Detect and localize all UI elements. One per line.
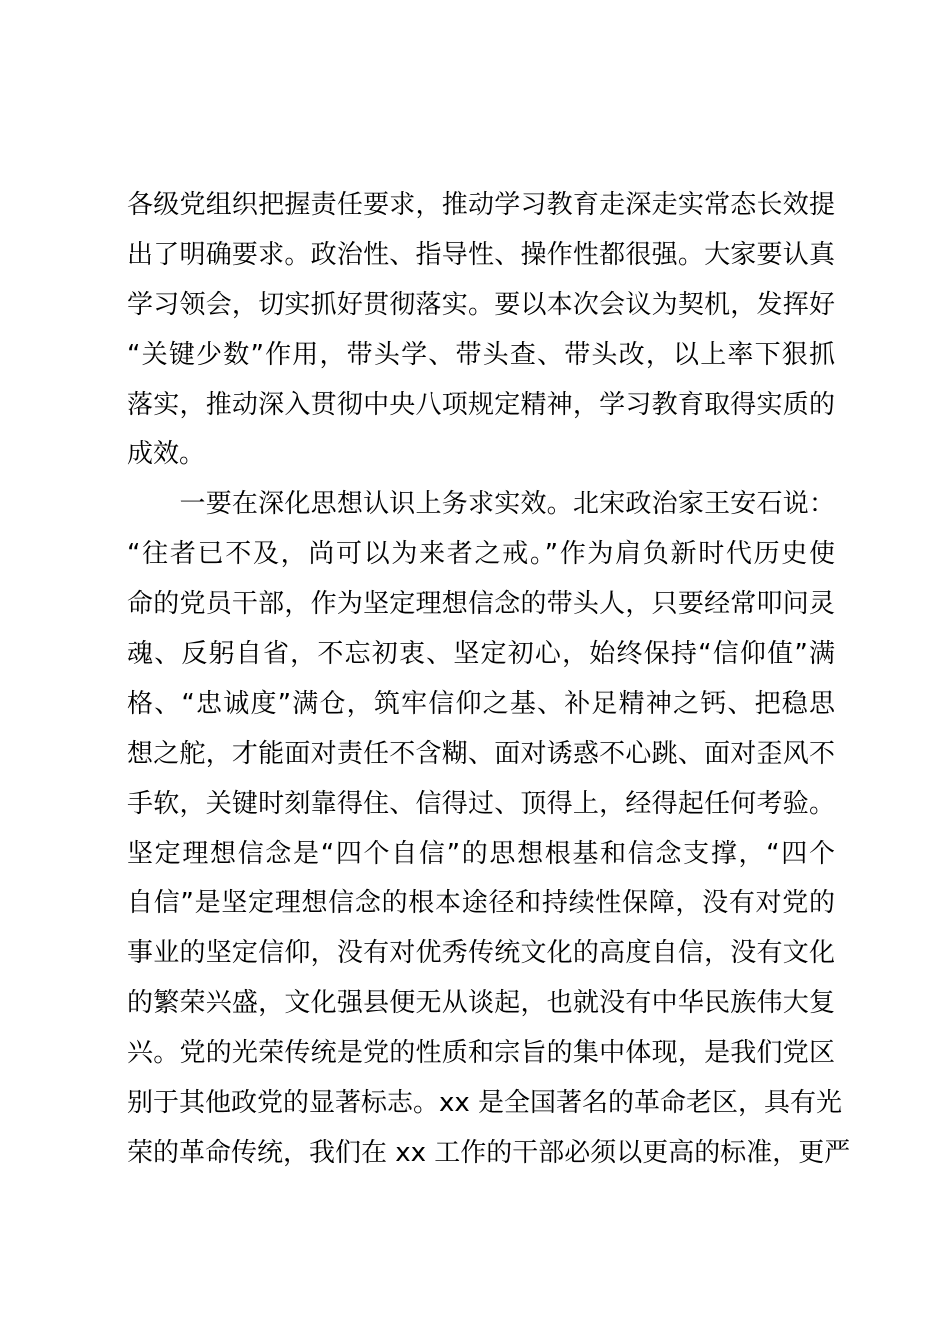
text-line: 命的党员干部，作为坚定理想信念的带头人，只要经常叩问灵 [127,589,835,620]
text-line: 各级党组织把握责任要求，推动学习教育走深走实常态长效提 [127,190,835,220]
text-line: 学习领会，切实抓好贯彻落实。要以本次会议为契机，发挥好 [127,289,835,320]
text-line: 坚定理想信念是“四个自信”的思想根基和信念支撑，“四个 [127,838,835,869]
text-line: 成效。 [127,439,206,470]
paragraph-start-line: 一要在深化思想认识上务求实效。北宋政治家王安石说： [127,489,835,520]
text-line: “关键少数”作用，带头学、带头查、带头改，以上率下狠抓 [127,339,835,370]
body-text [127,181,851,1179]
text-line: 的繁荣兴盛，文化强县便无从谈起，也就没有中华民族伟大复 [127,988,835,1019]
text-line: 兴。党的光荣传统是党的性质和宗旨的集中体现，是我们党区 [127,1038,835,1069]
text-line: 事业的坚定信仰，没有对优秀传统文化的高度自信，没有文化 [127,938,835,969]
text-line: 荣的革命传统，我们在 xx 工作的干部必须以更高的标准，更严 [127,1137,851,1168]
text-line: 自信”是坚定理想信念的根本途径和持续性保障，没有对党的 [127,888,835,919]
text-line: 出了明确要求。政治性、指导性、操作性都很强。大家要认真 [127,239,835,270]
text-line: “往者已不及，尚可以为来者之戒。”作为肩负新时代历史使 [127,539,835,570]
text-line: 落实，推动深入贯彻中央八项规定精神，学习教育取得实质的 [127,389,835,420]
text-line: 别于其他政党的显著标志。xx 是全国著名的革命老区，具有光 [127,1088,843,1119]
text-line: 手软，关键时刻靠得住、信得过、顶得上，经得起任何考验。 [127,788,835,819]
text-line: 想之舵，才能面对责任不含糊、面对诱惑不心跳、面对歪风不 [127,738,835,769]
text-line: 魂、反躬自省，不忘初衷、坚定初心，始终保持“信仰值”满 [127,639,835,670]
text-line: 格、“忠诚度”满仓，筑牢信仰之基、补足精神之钙、把稳思 [127,688,835,719]
